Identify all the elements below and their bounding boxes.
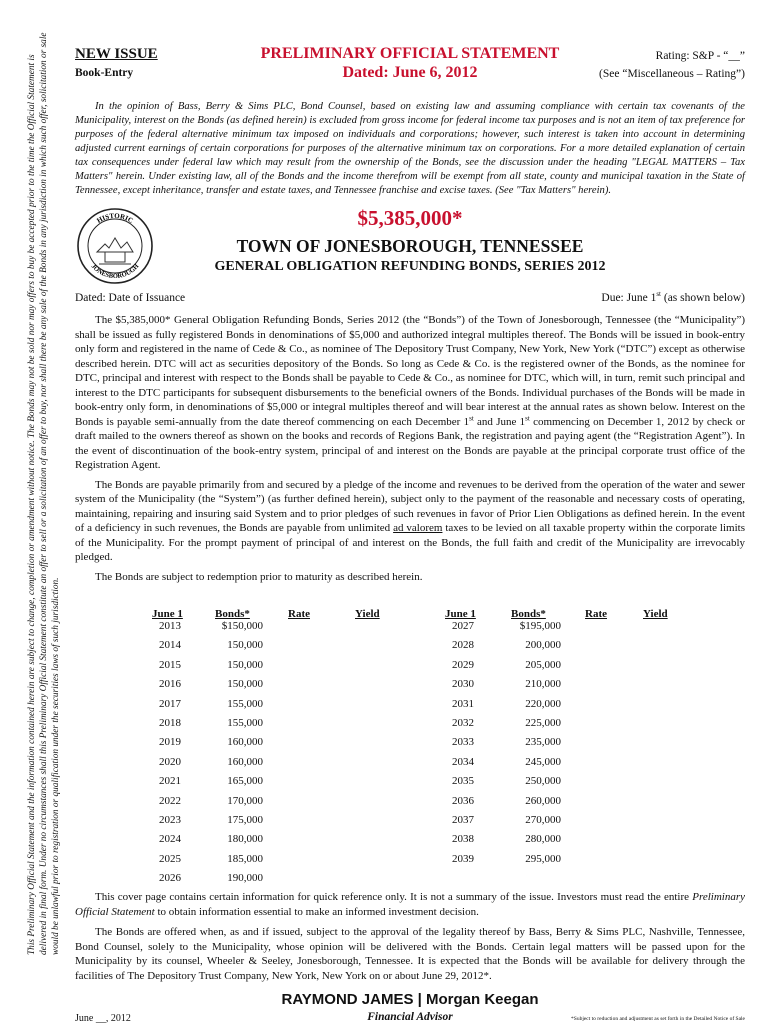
- maturity-year-left: 2017: [159, 697, 181, 710]
- maturity-year-right: 2034: [452, 755, 474, 768]
- document-date: Dated: June 6, 2012: [342, 64, 478, 81]
- quick-reference-note: This cover page contains certain information for quick reference only. It is not a summary of the issue. Investors must read the entire Preliminary Official Statement to obtain information essential to make an informed investment decision.: [75, 891, 745, 918]
- maturity-year-right: 2039: [452, 852, 474, 865]
- offering-terms: The Bonds are offered when, as and if issued, subject to the approval of the legality thereof by Bass, Berry & Sims PLC, Nashville, Tennessee, Bond Counsel, solely to the Municipality, whose opinion will be delivered with the Bonds. Certain legal matters will be passed upon for the Municipality by its counsel, Wheeler & Seeley, Jonesborough, Tennessee. It is expected that the Bonds will be available for delivery through the facilities of The Depository Trust Company, New York, New York on or about June 29, 2012*.: [75, 926, 745, 982]
- maturity-year-left: 2018: [159, 717, 181, 729]
- maturity-amount-right: 245,000: [525, 755, 561, 768]
- title-block: [75, 200, 745, 290]
- side-disclaimer-text: This Preliminary Official Statement and the information contained herein are subject to change, completion or amendment without notice. The Bonds may not be sold nor may offers to buy be accepted prior to the time the Official Statement is delivered in final form. Under no circumstances shall this Preliminary Official Statement constitute an offer to sell or a solicitation of an offer to buy, nor shall there be any sale of the Bonds in any jurisdiction in which such offer, solicitation or sale would be unlawful prior to registration or qualification under the securities laws of such jurisdiction.: [27, 32, 61, 955]
- maturity-year-left: 2024: [159, 833, 181, 846]
- header: [75, 42, 745, 90]
- maturity-amount-right: 270,000: [525, 814, 561, 826]
- maturity-year-left: 2021: [159, 775, 181, 788]
- subject-footnote: *Subject to reduction and adjustment as set forth in the Detailed Notice of Sale: [571, 1016, 745, 1022]
- maturity-year-right: 2029: [452, 658, 474, 671]
- maturity-year-right: 2027: [452, 620, 474, 632]
- maturity-amount-left: 170,000: [227, 794, 263, 807]
- col-rate-left: Rate: [288, 608, 310, 620]
- series-name: GENERAL OBLIGATION REFUNDING BONDS, SERIES 2012: [214, 259, 606, 274]
- maturity-year-left: 2015: [159, 658, 181, 671]
- maturity-amount-left: 150,000: [227, 678, 263, 691]
- maturity-year-right: 2028: [452, 639, 474, 652]
- maturity-year-left: 2014: [159, 639, 181, 652]
- maturity-amount-left: 155,000: [227, 697, 263, 710]
- final-date: June __, 2012: [75, 1013, 131, 1024]
- seal-bottom-text: JONESBOROUGH: [89, 262, 141, 281]
- maturity-year-left: 2022: [159, 794, 181, 807]
- maturity-amount-right: 200,000: [525, 639, 561, 652]
- maturity-amount-right: 260,000: [525, 794, 561, 807]
- document-title-line1: PRELIMINARY OFFICIAL STATEMENT: [260, 45, 560, 62]
- redemption-note: The Bonds are subject to redemption prior to maturity as described herein.: [95, 570, 423, 583]
- underwriter: RAYMOND JAMES | Morgan Keegan: [281, 991, 539, 1008]
- maturity-year-right: 2038: [452, 833, 474, 846]
- col-june1-left: June 1: [152, 608, 183, 620]
- maturity-amount-left: 180,000: [227, 833, 263, 846]
- issuer-name: TOWN OF JONESBOROUGH, TENNESSEE: [236, 236, 584, 256]
- maturity-year-left: 2013: [159, 620, 181, 632]
- due-date: Due: June 1st (as shown below): [601, 290, 745, 304]
- maturity-amount-left: 190,000: [227, 872, 263, 885]
- advisor-label: Financial Advisor: [367, 1011, 453, 1023]
- col-bonds-right: Bonds*: [511, 608, 546, 620]
- maturity-year-right: 2036: [452, 794, 474, 807]
- maturity-schedule: [75, 600, 745, 884]
- maturity-amount-right: 280,000: [525, 833, 561, 846]
- col-rate-right: Rate: [585, 608, 607, 620]
- maturity-amount-left: 175,000: [227, 814, 263, 826]
- maturity-amount-right: 205,000: [525, 658, 561, 671]
- maturity-year-left: 2020: [159, 755, 181, 768]
- col-yield-left: Yield: [355, 608, 380, 620]
- cover-page: [75, 42, 745, 1031]
- maturity-amount-left: 165,000: [227, 775, 263, 788]
- maturity-amount-left: 160,000: [227, 736, 263, 749]
- maturity-year-right: 2031: [452, 697, 474, 710]
- maturity-amount-left: 185,000: [227, 852, 263, 865]
- maturity-amount-left: $150,000: [221, 620, 263, 632]
- issue-amount: $5,385,000*: [357, 206, 463, 230]
- maturity-year-left: 2025: [159, 852, 181, 865]
- tax-opinion: In the opinion of Bass, Berry & Sims PLC, Bond Counsel, based on existing law and assuming compliance with certain tax covenants of the Municipality, interest on the Bonds (as defined herein) is excluded from gross income for federal income tax purposes and is not an item of tax preference for purposes of the federal alternative minimum tax imposed on individuals and corporations; however, such interest is taken into account in determining adjusted current earnings of certain corporations for purposes of the alternative minimum tax on corporations. For a more detailed explanation of certain tax consequences under federal law which may result from the ownership of the Bonds, see the discussion under the heading "LEGAL MATTERS – Tax Matters" herein. Under existing law, all of the Bonds and the income therefrom will be exempt from all state, county and municipal taxation in the State of Tennessee, except inheritance, transfer and estate taxes, and Tennessee franchise and excise taxes. (See "Tax Matters" herein).: [75, 101, 745, 196]
- maturity-amount-right: 220,000: [525, 697, 561, 710]
- rating: Rating: S&P - “__”: [655, 50, 745, 62]
- security-description: The Bonds are payable primarily from and secured by a pledge of the income and revenues to be derived from the operation of the water and sewer system of the Municipality (the “System”) (as further defined herein), subject only to the payment of the reasonable and necessary costs of operating, maintaining, repairing and insuring said System and to prior pledges of such revenues in favor of Prior Lien Obligations as defined herein. In the event of a deficiency in such revenues, the Bonds are payable from unlimited ad valorem taxes to be levied on all taxable property within the corporate limits of the Municipality. For the prompt payment of principal of and interest on the Bonds, the full faith and credit of the Municipality are irrevocably pledged.: [75, 478, 745, 563]
- maturity-year-right: 2032: [452, 717, 474, 729]
- maturity-year-left: 2023: [159, 814, 181, 826]
- maturity-year-right: 2030: [452, 678, 474, 691]
- maturity-amount-right: $195,000: [519, 620, 561, 632]
- seal-top-text: HISTORIC: [95, 211, 135, 225]
- dated-date: Dated: Date of Issuance: [75, 292, 186, 304]
- maturity-amount-right: 295,000: [525, 852, 561, 865]
- col-bonds-left: Bonds*: [215, 608, 250, 620]
- col-june1-right: June 1: [445, 608, 476, 620]
- footer: [75, 991, 745, 1031]
- rating-note: (See “Miscellaneous – Rating”): [599, 68, 745, 80]
- book-entry-label: Book-Entry: [75, 67, 134, 79]
- document-title: [225, 44, 595, 82]
- col-yield-right: Yield: [643, 608, 668, 620]
- maturity-amount-right: 210,000: [525, 678, 561, 691]
- maturity-amount-left: 160,000: [227, 755, 263, 768]
- maturity-amount-left: 155,000: [227, 717, 263, 729]
- maturity-amount-right: 225,000: [525, 717, 561, 729]
- side-disclaimer: [26, 25, 74, 955]
- maturity-amount-left: 150,000: [227, 658, 263, 671]
- maturity-amount-right: 235,000: [525, 736, 561, 749]
- new-issue-label: NEW ISSUE: [75, 46, 158, 62]
- maturity-year-right: 2035: [452, 775, 474, 788]
- maturity-year-left: 2026: [159, 872, 181, 885]
- maturity-year-right: 2033: [452, 736, 474, 749]
- dated-line: [75, 292, 745, 308]
- maturity-amount-right: 250,000: [525, 775, 561, 788]
- maturity-year-left: 2016: [159, 678, 181, 691]
- maturity-amount-left: 150,000: [227, 639, 263, 652]
- maturity-year-right: 2037: [452, 814, 474, 826]
- maturity-year-left: 2019: [159, 736, 181, 749]
- bond-description: The $5,385,000* General Obligation Refunding Bonds, Series 2012 (the “Bonds”) of the Town of Jonesborough, Tennessee (the “Municipality”) shall be issued as fully registered Bonds in denominations of $5,000 and authorized integral multiples thereof. The Bonds will be issued in book-entry only form and registered in the name of Cede & Co., as nominee of The Depository Trust Company, New York, New York (“DTC”) except as otherwise described herein. DTC will act as securities depository of the Bonds. So long as Cede & Co. is the registered owner of the Bonds, as the nominee for DTC, principal and interest with respect to the Bonds shall be payable to Cede & Co., as nominee for DTC, which will, in turn, remit such principal and interest to the DTC participants for subsequent disbursements to the beneficial owners of the Bonds. Individual purchases of the Bonds will be made in book-entry only form, in denominations of $5,000 or integral multiples thereof and will bear interest at the annual rates as shown below. Interest on the Bonds is payable semi-annually from the date thereof commencing on each December 1st and June 1st commencing on December 1, 2012 by check or draft mailed to the owners thereof as shown on the books and records of Regions Bank, the registration and paying agent (the “Registration Agent”). In the event of discontinuation of the book-entry system, principal of and interest on the Bonds are payable at the principal corporate trust office of the Registration Agent.: [75, 314, 745, 471]
